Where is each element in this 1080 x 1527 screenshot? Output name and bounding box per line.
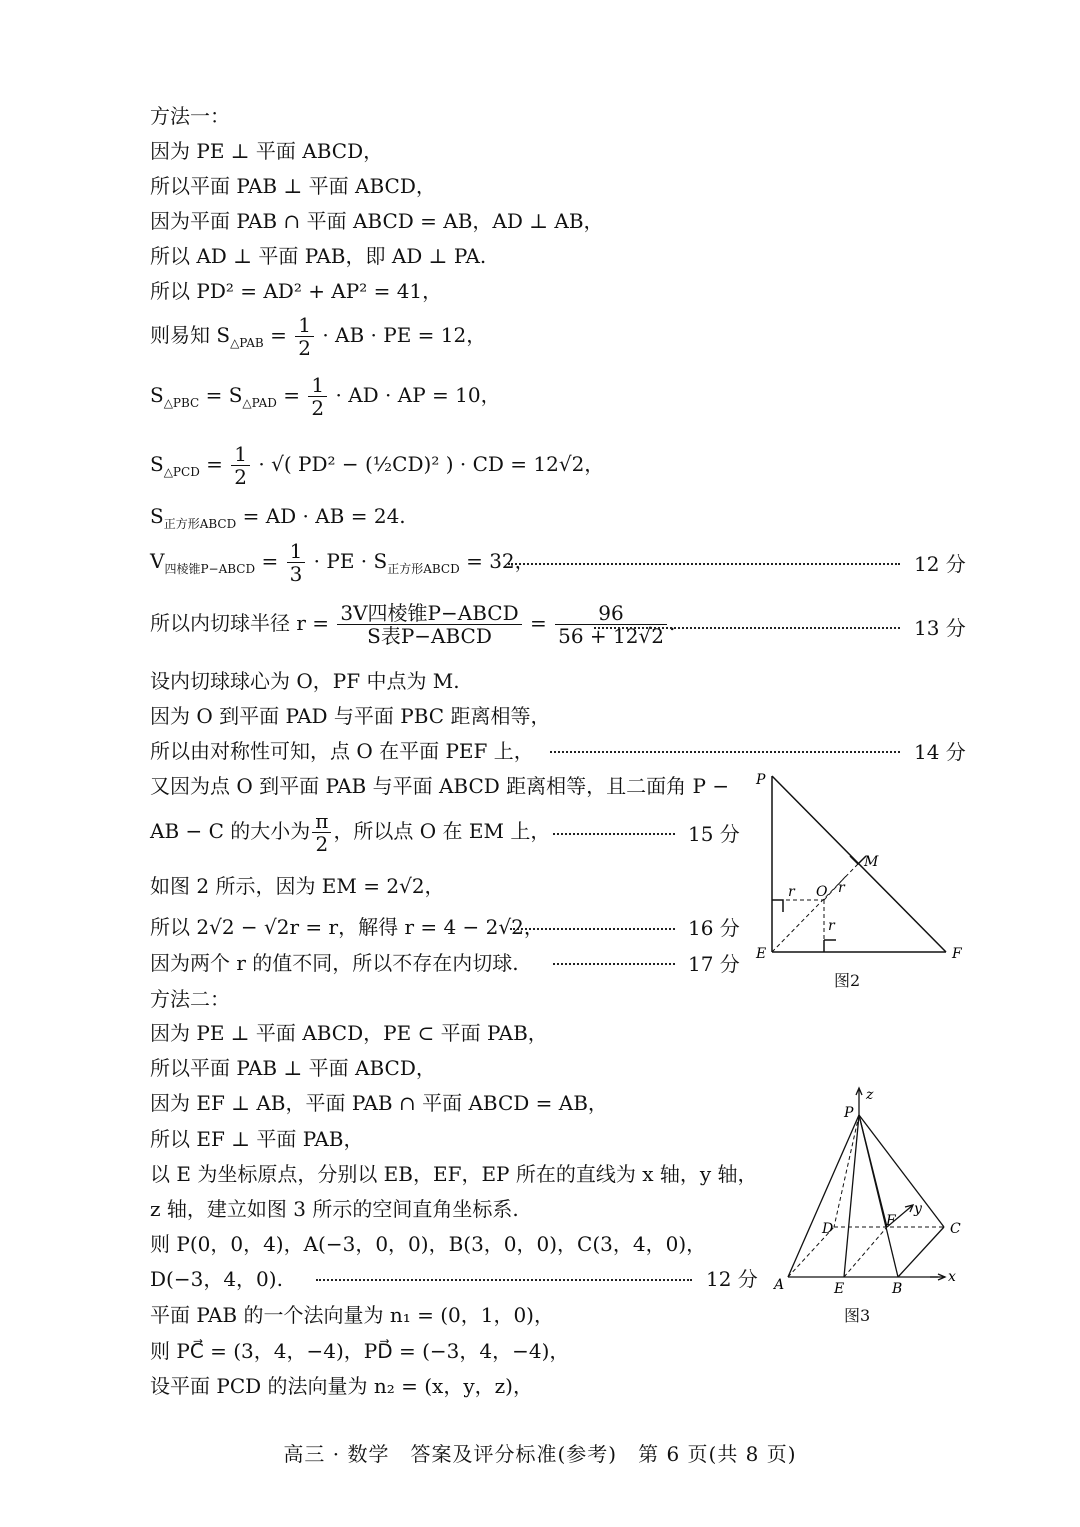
formula-inradius: 所以内切球半径 r = $\frac{\text{3V四棱锥P−ABCD}}{\text{S表P−ABCD}}$ = $\frac{96}{56 + 12√2}$ . — [150, 601, 676, 648]
score-15: 15 分 — [688, 822, 740, 846]
label-A: A — [774, 1277, 785, 1293]
score-12-b: 12 分 — [706, 1267, 758, 1291]
label-P: P — [756, 772, 766, 788]
formula-area-pab: 则易知 $S_{\triangle PAB}$ = $\frac{1}{2}$ · AB · PE = 12， — [150, 313, 487, 360]
dot-leader — [594, 627, 900, 629]
label-y: y — [914, 1201, 922, 1217]
edge-PC — [859, 1115, 944, 1227]
score-17: 17 分 — [688, 952, 740, 976]
text-line: 所以 AD ⊥ 平面 PAB，即 AD ⊥ PA. — [150, 244, 487, 268]
text-line: 平面 PAB 的一个法向量为 n₁ = (0，1，0)， — [150, 1303, 554, 1327]
formula-area-pcd: $S_{\triangle PCD}$ = $\frac{1}{2}$ · √( PD² − (½CD)² ) · CD = 12√2， — [150, 442, 605, 489]
text-line: 所以 2√2 − √2r = r，解得 r = 4 − 2√2， — [150, 915, 544, 939]
dot-leader — [316, 1279, 692, 1281]
dot-leader — [510, 928, 675, 930]
text-line: D(−3，4，0). — [150, 1267, 283, 1291]
method-one-heading: 方法一： — [150, 104, 230, 128]
page-footer: 高三 · 数学 答案及评分标准(参考) 第 6 页(共 8 页) — [283, 1442, 797, 1466]
dot-leader — [550, 751, 900, 753]
method-two-heading: 方法二： — [150, 987, 230, 1011]
text-line: 如图 2 所示，因为 EM = 2√2， — [150, 874, 445, 898]
figure-3-diagram — [770, 1085, 980, 1300]
edge-PF — [859, 1115, 887, 1227]
label-O: O — [816, 884, 828, 900]
label-B: B — [892, 1281, 903, 1297]
text-line-dihedral: AB − C 的大小为 $\frac{\pi}{2}$ ，所以点 O 在 EM 上， — [150, 809, 551, 856]
text-line: 以 E 为坐标原点，分别以 EB，EF，EP 所在的直线为 x 轴，y 轴， — [150, 1162, 758, 1186]
label-E: E — [834, 1281, 845, 1297]
line-EF — [844, 1227, 887, 1277]
score-14: 14 分 — [914, 740, 966, 764]
label-P: P — [844, 1105, 854, 1121]
label-M: M — [864, 854, 879, 870]
base-BC — [898, 1227, 944, 1277]
text-line: 因为 PE ⊥ 平面 ABCD， — [150, 139, 384, 163]
figure-2-diagram — [750, 768, 970, 968]
label-x: x — [948, 1269, 956, 1285]
dot-leader — [553, 963, 675, 965]
text-line: 因为 EF ⊥ AB，平面 PAB ∩ 平面 ABCD = AB， — [150, 1091, 608, 1115]
score-16: 16 分 — [688, 916, 740, 940]
label-F: F — [886, 1213, 896, 1229]
text-line: 设平面 PCD 的法向量为 n₂ = (x，y，z)， — [150, 1374, 533, 1398]
edge-PA — [788, 1115, 859, 1277]
label-r: r — [828, 918, 835, 934]
right-angle-mark-O — [824, 940, 836, 952]
text-line: 因为两个 r 的值不同，所以不存在内切球. — [150, 951, 519, 975]
score-13: 13 分 — [914, 616, 966, 640]
text-line: 因为 PE ⊥ 平面 ABCD，PE ⊂ 平面 PAB， — [150, 1021, 548, 1045]
text-line: 因为 O 到平面 PAD 与平面 PBC 距离相等， — [150, 704, 551, 728]
label-F: F — [952, 946, 962, 962]
label-r: r — [838, 880, 845, 896]
text-line: 又因为点 O 到平面 PAB 与平面 ABCD 距离相等，且二面角 P − — [150, 774, 730, 798]
figure-2-caption: 图2 — [834, 971, 861, 990]
edge-PE — [844, 1115, 859, 1277]
text-line: 设内切球球心为 O，PF 中点为 M. — [150, 669, 460, 693]
formula-area-square: $S_{正方形ABCD}$ = AD · AB = 24. — [150, 504, 406, 531]
dot-leader — [553, 833, 675, 835]
dot-leader — [508, 563, 900, 565]
right-angle-mark — [772, 900, 783, 912]
text-line: 所以 EF ⊥ 平面 PAB， — [150, 1127, 364, 1151]
text-line: 所以平面 PAB ⊥ 平面 ABCD， — [150, 174, 436, 198]
text-line: 则 PC⃗ = (3，4，−4)，PD⃗ = (−3，4，−4)， — [150, 1339, 570, 1363]
text-line: 所以平面 PAB ⊥ 平面 ABCD， — [150, 1056, 436, 1080]
edge-PD — [834, 1115, 859, 1227]
figure-3-caption: 图3 — [844, 1306, 871, 1325]
formula-area-pbc-pad: $S_{\triangle PBC} = S_{\triangle PAD}$ = $\frac{1}{2}$ · AD · AP = 10， — [150, 373, 501, 420]
text-line: 因为平面 PAB ∩ 平面 ABCD = AB，AD ⊥ AB， — [150, 209, 604, 233]
label-z: z — [866, 1087, 874, 1103]
label-E: E — [756, 946, 767, 962]
formula-volume: $V_{四棱锥P-ABCD}$ = $\frac{1}{3}$ · PE · $S_{正方形ABCD} = 32$， — [150, 539, 535, 586]
text-line: z 轴，建立如图 3 所示的空间直角坐标系. — [150, 1197, 519, 1221]
label-D: D — [822, 1221, 834, 1237]
label-r: r — [788, 884, 795, 900]
text-line: 所以由对称性可知，点 O 在平面 PEF 上， — [150, 739, 534, 763]
text-line: 所以 PD² = AD² + AP² = 41， — [150, 279, 443, 303]
text-line: 则 P(0，0，4)，A(−3，0，0)，B(3，0，0)，C(3，4，0)， — [150, 1232, 707, 1256]
score-12: 12 分 — [914, 552, 966, 576]
label-C: C — [950, 1221, 961, 1237]
